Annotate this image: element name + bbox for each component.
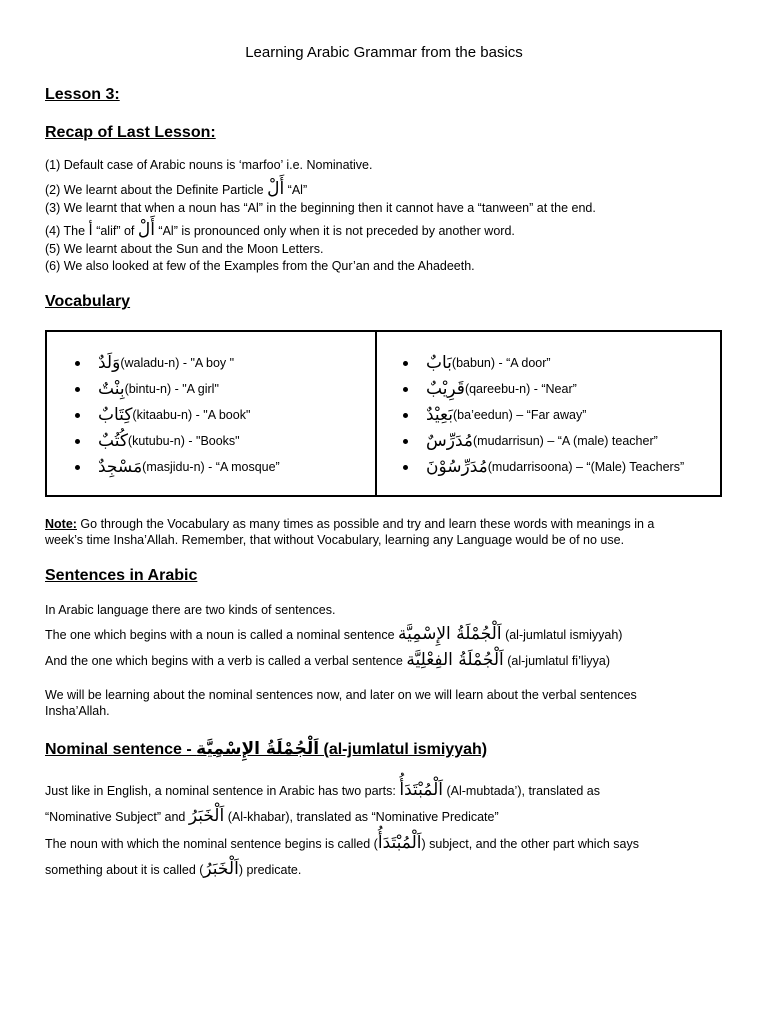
list-item: كِتَابٌ (kitaabu-n) - "A book" bbox=[75, 402, 280, 428]
note-label: Note: bbox=[45, 517, 77, 531]
arabic-text: أَلْ bbox=[267, 179, 285, 199]
bullet-icon bbox=[75, 361, 80, 366]
vocabulary-column-right bbox=[403, 350, 684, 480]
arabic-text: اَلْخَبَرُ bbox=[203, 859, 239, 879]
table-divider bbox=[375, 332, 377, 495]
recap-heading: Recap of Last Lesson: bbox=[45, 124, 216, 141]
list-item: كُتُبٌ (kutubu-n) - "Books" bbox=[75, 428, 280, 454]
vocabulary-column-left bbox=[75, 350, 280, 480]
list-item: بَابٌ (babun) - “A door” bbox=[403, 350, 684, 376]
recap-item-2: (2) We learnt about the Definite Particle أَلْ “Al” bbox=[45, 179, 308, 199]
bullet-icon bbox=[75, 413, 80, 418]
arabic-text: أَلْ bbox=[137, 220, 155, 240]
list-item: وَلَدٌ (waladu-n) - "A boy " bbox=[75, 350, 280, 376]
vocabulary-table bbox=[45, 330, 722, 497]
page-title: Learning Arabic Grammar from the basics bbox=[245, 44, 523, 61]
sentences-line-2: The one which begins with a noun is called a nominal sentence اَلْجُمْلَةُ الإِسْمِيَّة (al-jumlatul ismiyyah) bbox=[45, 624, 623, 644]
sentences-heading: Sentences in Arabic bbox=[45, 567, 198, 584]
list-item: بِنْتٌ (bintu-n) - "A girl" bbox=[75, 376, 280, 402]
list-item: مُدَرِّسُوْنَ (mudarrisoona) – “(Male) Teachers” bbox=[403, 454, 684, 480]
bullet-icon bbox=[75, 387, 80, 392]
arabic-text: اَلْخَبَرُ bbox=[188, 806, 225, 826]
bullet-icon bbox=[403, 439, 408, 444]
arabic-text: اَلْمُبْتَدَأُ bbox=[399, 780, 443, 800]
nominal-line-3: The noun with which the nominal sentence begins is called (اَلْمُبْتَدَأُ) subject, and the other part which says bbox=[45, 833, 639, 853]
arabic-text: اَلْجُمْلَةُ الفِعْلِيَّة bbox=[406, 650, 504, 670]
vocabulary-heading: Vocabulary bbox=[45, 293, 131, 310]
nominal-line-1: Just like in English, a nominal sentence in Arabic has two parts: اَلْمُبْتَدَأُ (Al-mubtada’), translated as bbox=[45, 780, 601, 800]
arabic-text: أ bbox=[88, 221, 93, 239]
recap-item-5: (5) We learnt about the Sun and the Moon Letters. bbox=[45, 242, 324, 256]
sentences-paragraph: We will be learning about the nominal sentences now, and later on we will learn about the verbal sentences Insha’Allah. bbox=[45, 688, 637, 718]
bullet-icon bbox=[75, 465, 80, 470]
arabic-text: اَلْجُمْلَةُ الإِسْمِيَّة bbox=[398, 624, 502, 644]
nominal-line-4: something about it is called (اَلْخَبَرُ) predicate. bbox=[45, 859, 302, 879]
list-item: مُدَرِّسٌ (mudarrisun) – “A (male) teacher” bbox=[403, 428, 684, 454]
arabic-text: اَلْمُبْتَدَأُ bbox=[377, 833, 422, 853]
note-paragraph: Note: Go through the Vocabulary as many times as possible and try and learn these words with meanings in a week’s time Insha’Allah. Remember, that without Vocabulary, learning any Language would be of no use. bbox=[45, 517, 655, 547]
list-item: بَعِيْدٌ (ba’eedun) – “Far away” bbox=[403, 402, 684, 428]
bullet-icon bbox=[403, 413, 408, 418]
bullet-icon bbox=[403, 387, 408, 392]
recap-item-3: (3) We learnt that when a noun has “Al” in the beginning then it cannot have a “tanween” at the end. bbox=[45, 201, 596, 215]
sentences-line-1: In Arabic language there are two kinds of sentences. bbox=[45, 603, 336, 617]
recap-item-6: (6) We also looked at few of the Examples from the Qur’an and the Ahadeeth. bbox=[45, 259, 475, 273]
nominal-line-2: “Nominative Subject” and اَلْخَبَرُ (Al-khabar), translated as “Nominative Predicate” bbox=[45, 806, 499, 826]
recap-item-1: (1) Default case of Arabic nouns is ‘marfoo’ i.e. Nominative. bbox=[45, 158, 373, 172]
list-item: مَسْجِدٌ (masjidu-n) - “A mosque” bbox=[75, 454, 280, 480]
recap-item-4: (4) The أ “alif” of أَلْ “Al” is pronounced only when it is not preceded by another word. bbox=[45, 220, 515, 240]
list-item: قَرِيْبٌ (qareebu-n) - “Near” bbox=[403, 376, 684, 402]
bullet-icon bbox=[403, 465, 408, 470]
sentences-line-3: And the one which begins with a verb is called a verbal sentence اَلْجُمْلَةُ الفِعْلِيَّة (al-jumlatul fi’liyya) bbox=[45, 650, 611, 670]
arabic-text: اَلْجُمْلَةُ الإِسْمِيَّة bbox=[196, 739, 320, 759]
bullet-icon bbox=[403, 361, 408, 366]
nominal-heading: Nominal sentence - اَلْجُمْلَةُ الإِسْمِيَّة (al-jumlatul ismiyyah) bbox=[45, 739, 488, 759]
lesson-heading: Lesson 3: bbox=[45, 86, 120, 103]
bullet-icon bbox=[75, 439, 80, 444]
